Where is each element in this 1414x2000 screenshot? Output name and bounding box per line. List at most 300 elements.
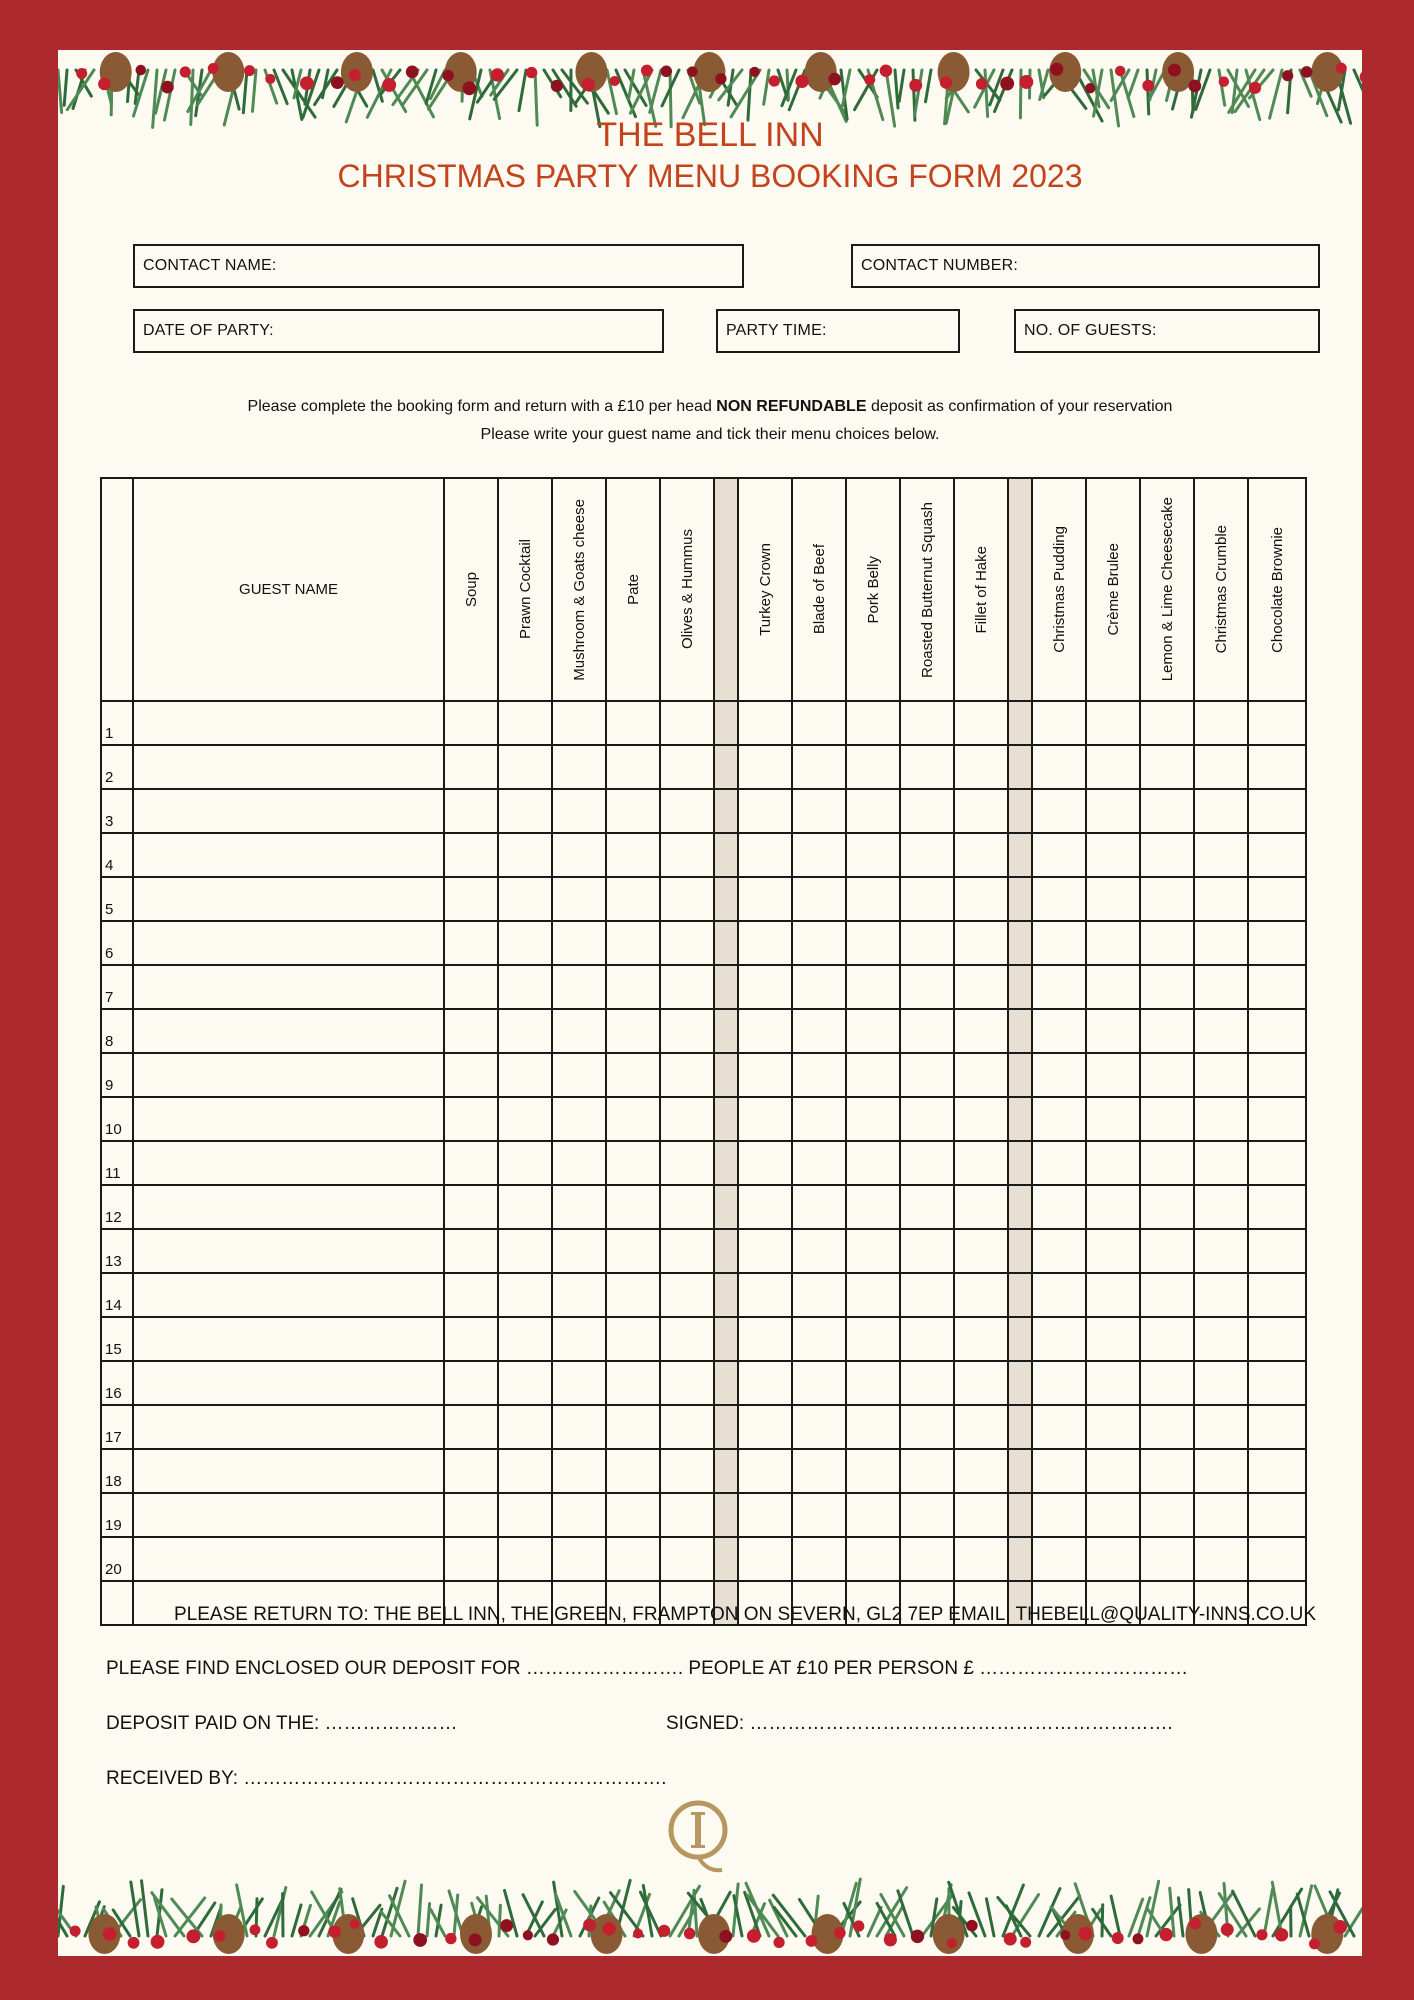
menu-tick-cell[interactable] [900, 789, 954, 833]
menu-tick-cell[interactable] [792, 1097, 846, 1141]
menu-tick-cell[interactable] [900, 1449, 954, 1493]
menu-tick-cell[interactable] [660, 1317, 714, 1361]
menu-tick-cell[interactable] [846, 877, 900, 921]
menu-tick-cell[interactable] [1086, 701, 1140, 745]
menu-tick-cell[interactable] [954, 1405, 1008, 1449]
menu-tick-cell[interactable] [1140, 745, 1194, 789]
menu-tick-cell[interactable] [1032, 1537, 1086, 1581]
menu-tick-cell[interactable] [1194, 1053, 1248, 1097]
guest-name-cell[interactable] [133, 1449, 444, 1493]
menu-tick-cell[interactable] [954, 965, 1008, 1009]
menu-tick-cell[interactable] [1086, 1185, 1140, 1229]
menu-tick-cell[interactable] [846, 1449, 900, 1493]
menu-tick-cell[interactable] [606, 745, 660, 789]
menu-tick-cell[interactable] [900, 1141, 954, 1185]
menu-tick-cell[interactable] [846, 1097, 900, 1141]
contact-name-field[interactable] [133, 244, 744, 288]
menu-tick-cell[interactable] [792, 1185, 846, 1229]
menu-tick-cell[interactable] [660, 921, 714, 965]
guest-name-cell[interactable] [133, 1053, 444, 1097]
menu-tick-cell[interactable] [1032, 877, 1086, 921]
menu-tick-cell[interactable] [1032, 1053, 1086, 1097]
menu-tick-cell[interactable] [954, 745, 1008, 789]
menu-tick-cell[interactable] [552, 1449, 606, 1493]
menu-tick-cell[interactable] [1248, 1229, 1306, 1273]
menu-tick-cell[interactable] [1032, 701, 1086, 745]
menu-tick-cell[interactable] [900, 1097, 954, 1141]
menu-tick-cell[interactable] [1086, 789, 1140, 833]
menu-tick-cell[interactable] [1086, 1405, 1140, 1449]
menu-tick-cell[interactable] [1194, 789, 1248, 833]
menu-tick-cell[interactable] [606, 1053, 660, 1097]
menu-tick-cell[interactable] [444, 745, 498, 789]
menu-tick-cell[interactable] [498, 965, 552, 1009]
menu-tick-cell[interactable] [846, 745, 900, 789]
menu-tick-cell[interactable] [606, 1185, 660, 1229]
menu-tick-cell[interactable] [444, 1185, 498, 1229]
menu-tick-cell[interactable] [660, 1493, 714, 1537]
menu-tick-cell[interactable] [954, 1317, 1008, 1361]
menu-tick-cell[interactable] [846, 1141, 900, 1185]
menu-tick-cell[interactable] [444, 877, 498, 921]
menu-tick-cell[interactable] [1248, 1009, 1306, 1053]
menu-tick-cell[interactable] [1140, 965, 1194, 1009]
menu-tick-cell[interactable] [1032, 921, 1086, 965]
menu-tick-cell[interactable] [444, 1405, 498, 1449]
menu-tick-cell[interactable] [1140, 1053, 1194, 1097]
menu-tick-cell[interactable] [738, 921, 792, 965]
menu-tick-cell[interactable] [900, 1273, 954, 1317]
menu-tick-cell[interactable] [498, 1229, 552, 1273]
menu-tick-cell[interactable] [1140, 1273, 1194, 1317]
menu-tick-cell[interactable] [1248, 1537, 1306, 1581]
menu-tick-cell[interactable] [900, 1493, 954, 1537]
menu-tick-cell[interactable] [552, 745, 606, 789]
menu-tick-cell[interactable] [444, 1493, 498, 1537]
menu-tick-cell[interactable] [552, 1097, 606, 1141]
guest-name-cell[interactable] [133, 1229, 444, 1273]
menu-tick-cell[interactable] [792, 1053, 846, 1097]
menu-tick-cell[interactable] [954, 1229, 1008, 1273]
menu-tick-cell[interactable] [1194, 1449, 1248, 1493]
contact-number-field[interactable] [851, 244, 1320, 288]
menu-tick-cell[interactable] [954, 1537, 1008, 1581]
menu-tick-cell[interactable] [552, 1317, 606, 1361]
menu-tick-cell[interactable] [954, 1449, 1008, 1493]
menu-tick-cell[interactable] [1086, 1053, 1140, 1097]
menu-tick-cell[interactable] [1086, 877, 1140, 921]
menu-tick-cell[interactable] [1140, 1141, 1194, 1185]
menu-tick-cell[interactable] [1248, 1405, 1306, 1449]
menu-tick-cell[interactable] [1248, 1449, 1306, 1493]
menu-tick-cell[interactable] [738, 1273, 792, 1317]
menu-tick-cell[interactable] [444, 1361, 498, 1405]
menu-tick-cell[interactable] [1140, 1449, 1194, 1493]
menu-tick-cell[interactable] [1140, 701, 1194, 745]
menu-tick-cell[interactable] [660, 1537, 714, 1581]
menu-tick-cell[interactable] [900, 1009, 954, 1053]
menu-tick-cell[interactable] [552, 1009, 606, 1053]
menu-tick-cell[interactable] [1140, 789, 1194, 833]
menu-tick-cell[interactable] [660, 1097, 714, 1141]
menu-tick-cell[interactable] [900, 1229, 954, 1273]
guest-name-cell[interactable] [133, 921, 444, 965]
menu-tick-cell[interactable] [1248, 789, 1306, 833]
menu-tick-cell[interactable] [498, 745, 552, 789]
menu-tick-cell[interactable] [1032, 1273, 1086, 1317]
menu-tick-cell[interactable] [900, 833, 954, 877]
menu-tick-cell[interactable] [738, 701, 792, 745]
menu-tick-cell[interactable] [1194, 877, 1248, 921]
menu-tick-cell[interactable] [846, 965, 900, 1009]
menu-tick-cell[interactable] [846, 1185, 900, 1229]
menu-tick-cell[interactable] [1140, 1009, 1194, 1053]
party-time-field[interactable] [716, 309, 960, 353]
menu-tick-cell[interactable] [1194, 1317, 1248, 1361]
menu-tick-cell[interactable] [1194, 833, 1248, 877]
menu-tick-cell[interactable] [792, 1493, 846, 1537]
menu-tick-cell[interactable] [900, 1405, 954, 1449]
menu-tick-cell[interactable] [498, 1273, 552, 1317]
menu-tick-cell[interactable] [1032, 745, 1086, 789]
received-by-line[interactable]: RECEIVED BY: …………………………………………………………. [106, 1768, 667, 1789]
menu-tick-cell[interactable] [954, 877, 1008, 921]
menu-tick-cell[interactable] [792, 1317, 846, 1361]
menu-tick-cell[interactable] [552, 1053, 606, 1097]
menu-tick-cell[interactable] [1086, 1141, 1140, 1185]
menu-tick-cell[interactable] [1032, 1009, 1086, 1053]
menu-tick-cell[interactable] [1248, 1493, 1306, 1537]
menu-tick-cell[interactable] [660, 745, 714, 789]
menu-tick-cell[interactable] [444, 1141, 498, 1185]
guest-name-cell[interactable] [133, 877, 444, 921]
menu-tick-cell[interactable] [1194, 1493, 1248, 1537]
menu-tick-cell[interactable] [1032, 965, 1086, 1009]
signed-line[interactable]: SIGNED: …………………………………………………………. [666, 1713, 1173, 1734]
menu-tick-cell[interactable] [1248, 701, 1306, 745]
menu-tick-cell[interactable] [552, 1185, 606, 1229]
menu-tick-cell[interactable] [738, 1405, 792, 1449]
menu-tick-cell[interactable] [792, 921, 846, 965]
menu-tick-cell[interactable] [954, 1053, 1008, 1097]
menu-tick-cell[interactable] [846, 1537, 900, 1581]
menu-tick-cell[interactable] [444, 921, 498, 965]
menu-tick-cell[interactable] [1248, 1185, 1306, 1229]
menu-tick-cell[interactable] [606, 1493, 660, 1537]
guest-name-cell[interactable] [133, 701, 444, 745]
menu-tick-cell[interactable] [660, 1141, 714, 1185]
menu-tick-cell[interactable] [846, 1493, 900, 1537]
menu-tick-cell[interactable] [1140, 921, 1194, 965]
menu-tick-cell[interactable] [660, 1449, 714, 1493]
menu-tick-cell[interactable] [498, 1317, 552, 1361]
menu-tick-cell[interactable] [606, 1229, 660, 1273]
menu-tick-cell[interactable] [552, 1405, 606, 1449]
menu-tick-cell[interactable] [444, 1537, 498, 1581]
menu-tick-cell[interactable] [792, 833, 846, 877]
guest-name-cell[interactable] [133, 1317, 444, 1361]
menu-tick-cell[interactable] [1194, 965, 1248, 1009]
menu-tick-cell[interactable] [606, 833, 660, 877]
menu-tick-cell[interactable] [738, 745, 792, 789]
menu-tick-cell[interactable] [1032, 1361, 1086, 1405]
menu-tick-cell[interactable] [792, 1229, 846, 1273]
menu-tick-cell[interactable] [1194, 1185, 1248, 1229]
guest-name-cell[interactable] [133, 1185, 444, 1229]
menu-tick-cell[interactable] [954, 833, 1008, 877]
guest-name-cell[interactable] [133, 1361, 444, 1405]
menu-tick-cell[interactable] [498, 1097, 552, 1141]
menu-tick-cell[interactable] [498, 921, 552, 965]
guest-name-cell[interactable] [133, 1273, 444, 1317]
guest-name-cell[interactable] [133, 1405, 444, 1449]
menu-tick-cell[interactable] [738, 833, 792, 877]
menu-tick-cell[interactable] [444, 701, 498, 745]
menu-tick-cell[interactable] [954, 1009, 1008, 1053]
menu-tick-cell[interactable] [738, 1493, 792, 1537]
menu-tick-cell[interactable] [498, 1405, 552, 1449]
date-of-party-field[interactable] [133, 309, 664, 353]
guest-name-cell[interactable] [133, 1009, 444, 1053]
menu-tick-cell[interactable] [1140, 877, 1194, 921]
menu-tick-cell[interactable] [552, 1537, 606, 1581]
menu-tick-cell[interactable] [1248, 965, 1306, 1009]
menu-tick-cell[interactable] [606, 877, 660, 921]
menu-tick-cell[interactable] [1086, 965, 1140, 1009]
menu-tick-cell[interactable] [552, 789, 606, 833]
menu-tick-cell[interactable] [1194, 1141, 1248, 1185]
menu-tick-cell[interactable] [660, 1009, 714, 1053]
menu-tick-cell[interactable] [1140, 1537, 1194, 1581]
menu-tick-cell[interactable] [846, 1317, 900, 1361]
menu-tick-cell[interactable] [660, 1361, 714, 1405]
menu-tick-cell[interactable] [792, 1537, 846, 1581]
menu-tick-cell[interactable] [1086, 1317, 1140, 1361]
menu-tick-cell[interactable] [1248, 833, 1306, 877]
menu-tick-cell[interactable] [660, 1405, 714, 1449]
menu-tick-cell[interactable] [954, 921, 1008, 965]
menu-tick-cell[interactable] [606, 1449, 660, 1493]
menu-tick-cell[interactable] [792, 701, 846, 745]
guest-name-cell[interactable] [133, 965, 444, 1009]
menu-tick-cell[interactable] [1032, 1185, 1086, 1229]
menu-tick-cell[interactable] [846, 701, 900, 745]
menu-tick-cell[interactable] [1086, 1097, 1140, 1141]
no-of-guests-field[interactable] [1014, 309, 1320, 353]
menu-tick-cell[interactable] [954, 1185, 1008, 1229]
menu-tick-cell[interactable] [954, 789, 1008, 833]
menu-tick-cell[interactable] [900, 1053, 954, 1097]
deposit-enclosed-line[interactable]: PLEASE FIND ENCLOSED OUR DEPOSIT FOR ……………………. PEOPLE AT £10 PER PERSON £ …………………………… [106, 1658, 1189, 1679]
menu-tick-cell[interactable] [792, 1009, 846, 1053]
menu-tick-cell[interactable] [738, 1229, 792, 1273]
menu-tick-cell[interactable] [1032, 1141, 1086, 1185]
menu-tick-cell[interactable] [660, 877, 714, 921]
menu-tick-cell[interactable] [1140, 1405, 1194, 1449]
menu-tick-cell[interactable] [1086, 1361, 1140, 1405]
guest-name-cell[interactable] [133, 1141, 444, 1185]
menu-tick-cell[interactable] [1248, 1317, 1306, 1361]
menu-tick-cell[interactable] [900, 877, 954, 921]
menu-tick-cell[interactable] [846, 833, 900, 877]
menu-tick-cell[interactable] [738, 1097, 792, 1141]
menu-tick-cell[interactable] [1140, 1493, 1194, 1537]
menu-tick-cell[interactable] [552, 965, 606, 1009]
guest-name-cell[interactable] [133, 1493, 444, 1537]
menu-tick-cell[interactable] [660, 1273, 714, 1317]
menu-tick-cell[interactable] [660, 1185, 714, 1229]
menu-tick-cell[interactable] [1032, 1449, 1086, 1493]
menu-tick-cell[interactable] [660, 701, 714, 745]
menu-tick-cell[interactable] [606, 1141, 660, 1185]
menu-tick-cell[interactable] [846, 789, 900, 833]
menu-tick-cell[interactable] [660, 1053, 714, 1097]
menu-tick-cell[interactable] [606, 1361, 660, 1405]
menu-tick-cell[interactable] [1140, 1097, 1194, 1141]
menu-tick-cell[interactable] [846, 1361, 900, 1405]
menu-tick-cell[interactable] [900, 1361, 954, 1405]
menu-tick-cell[interactable] [954, 1361, 1008, 1405]
menu-tick-cell[interactable] [1086, 745, 1140, 789]
menu-tick-cell[interactable] [846, 1009, 900, 1053]
menu-tick-cell[interactable] [606, 1317, 660, 1361]
menu-tick-cell[interactable] [900, 965, 954, 1009]
menu-tick-cell[interactable] [738, 1537, 792, 1581]
menu-tick-cell[interactable] [1248, 877, 1306, 921]
menu-tick-cell[interactable] [954, 701, 1008, 745]
menu-tick-cell[interactable] [444, 1449, 498, 1493]
menu-tick-cell[interactable] [792, 1449, 846, 1493]
menu-tick-cell[interactable] [606, 1405, 660, 1449]
menu-tick-cell[interactable] [660, 789, 714, 833]
menu-tick-cell[interactable] [1140, 1229, 1194, 1273]
guest-name-cell[interactable] [133, 745, 444, 789]
menu-tick-cell[interactable] [606, 1097, 660, 1141]
menu-tick-cell[interactable] [1194, 1361, 1248, 1405]
menu-tick-cell[interactable] [498, 877, 552, 921]
menu-tick-cell[interactable] [1194, 1229, 1248, 1273]
menu-tick-cell[interactable] [552, 701, 606, 745]
menu-tick-cell[interactable] [1248, 1097, 1306, 1141]
menu-tick-cell[interactable] [738, 1141, 792, 1185]
menu-tick-cell[interactable] [444, 1053, 498, 1097]
menu-tick-cell[interactable] [792, 1141, 846, 1185]
menu-tick-cell[interactable] [498, 701, 552, 745]
menu-tick-cell[interactable] [498, 1053, 552, 1097]
menu-tick-cell[interactable] [900, 745, 954, 789]
menu-tick-cell[interactable] [444, 1009, 498, 1053]
menu-tick-cell[interactable] [1194, 1273, 1248, 1317]
menu-tick-cell[interactable] [792, 1361, 846, 1405]
menu-tick-cell[interactable] [444, 1317, 498, 1361]
menu-tick-cell[interactable] [738, 1317, 792, 1361]
menu-tick-cell[interactable] [792, 965, 846, 1009]
menu-tick-cell[interactable] [1032, 789, 1086, 833]
menu-tick-cell[interactable] [1032, 1097, 1086, 1141]
menu-tick-cell[interactable] [606, 965, 660, 1009]
menu-tick-cell[interactable] [1194, 745, 1248, 789]
menu-tick-cell[interactable] [1194, 1537, 1248, 1581]
menu-tick-cell[interactable] [1086, 1009, 1140, 1053]
menu-tick-cell[interactable] [444, 833, 498, 877]
menu-tick-cell[interactable] [1248, 921, 1306, 965]
menu-tick-cell[interactable] [846, 1053, 900, 1097]
menu-tick-cell[interactable] [498, 1493, 552, 1537]
menu-tick-cell[interactable] [444, 1229, 498, 1273]
menu-tick-cell[interactable] [1032, 1317, 1086, 1361]
menu-tick-cell[interactable] [792, 877, 846, 921]
menu-tick-cell[interactable] [792, 745, 846, 789]
menu-tick-cell[interactable] [552, 1273, 606, 1317]
menu-tick-cell[interactable] [660, 833, 714, 877]
menu-tick-cell[interactable] [900, 1537, 954, 1581]
menu-tick-cell[interactable] [1248, 1273, 1306, 1317]
menu-tick-cell[interactable] [1248, 1361, 1306, 1405]
menu-tick-cell[interactable] [1086, 1229, 1140, 1273]
menu-tick-cell[interactable] [552, 921, 606, 965]
menu-tick-cell[interactable] [1194, 701, 1248, 745]
menu-tick-cell[interactable] [1194, 921, 1248, 965]
menu-tick-cell[interactable] [738, 789, 792, 833]
menu-tick-cell[interactable] [552, 1361, 606, 1405]
menu-tick-cell[interactable] [1140, 1185, 1194, 1229]
menu-tick-cell[interactable] [738, 1185, 792, 1229]
menu-tick-cell[interactable] [498, 1009, 552, 1053]
menu-tick-cell[interactable] [1086, 1493, 1140, 1537]
menu-tick-cell[interactable] [954, 1493, 1008, 1537]
menu-tick-cell[interactable] [900, 1185, 954, 1229]
menu-tick-cell[interactable] [846, 1229, 900, 1273]
menu-tick-cell[interactable] [606, 921, 660, 965]
menu-tick-cell[interactable] [954, 1141, 1008, 1185]
menu-tick-cell[interactable] [1248, 1053, 1306, 1097]
menu-tick-cell[interactable] [552, 877, 606, 921]
menu-tick-cell[interactable] [1140, 833, 1194, 877]
menu-tick-cell[interactable] [1032, 833, 1086, 877]
menu-tick-cell[interactable] [498, 1361, 552, 1405]
menu-tick-cell[interactable] [660, 965, 714, 1009]
menu-tick-cell[interactable] [498, 789, 552, 833]
menu-tick-cell[interactable] [846, 1273, 900, 1317]
menu-tick-cell[interactable] [498, 1141, 552, 1185]
menu-tick-cell[interactable] [1086, 1449, 1140, 1493]
menu-tick-cell[interactable] [498, 833, 552, 877]
guest-name-cell[interactable] [133, 789, 444, 833]
menu-tick-cell[interactable] [900, 701, 954, 745]
menu-tick-cell[interactable] [606, 1537, 660, 1581]
menu-tick-cell[interactable] [792, 789, 846, 833]
menu-tick-cell[interactable] [738, 1009, 792, 1053]
menu-tick-cell[interactable] [1086, 921, 1140, 965]
menu-tick-cell[interactable] [954, 1273, 1008, 1317]
menu-tick-cell[interactable] [846, 921, 900, 965]
menu-tick-cell[interactable] [1248, 1141, 1306, 1185]
menu-tick-cell[interactable] [1086, 1537, 1140, 1581]
menu-tick-cell[interactable] [660, 1229, 714, 1273]
menu-tick-cell[interactable] [1248, 745, 1306, 789]
menu-tick-cell[interactable] [606, 1009, 660, 1053]
menu-tick-cell[interactable] [900, 1317, 954, 1361]
guest-name-cell[interactable] [133, 1537, 444, 1581]
menu-tick-cell[interactable] [444, 1097, 498, 1141]
menu-tick-cell[interactable] [606, 701, 660, 745]
menu-tick-cell[interactable] [1140, 1317, 1194, 1361]
menu-tick-cell[interactable] [444, 789, 498, 833]
guest-name-cell[interactable] [133, 833, 444, 877]
menu-tick-cell[interactable] [498, 1537, 552, 1581]
menu-tick-cell[interactable] [606, 1273, 660, 1317]
menu-tick-cell[interactable] [1194, 1405, 1248, 1449]
